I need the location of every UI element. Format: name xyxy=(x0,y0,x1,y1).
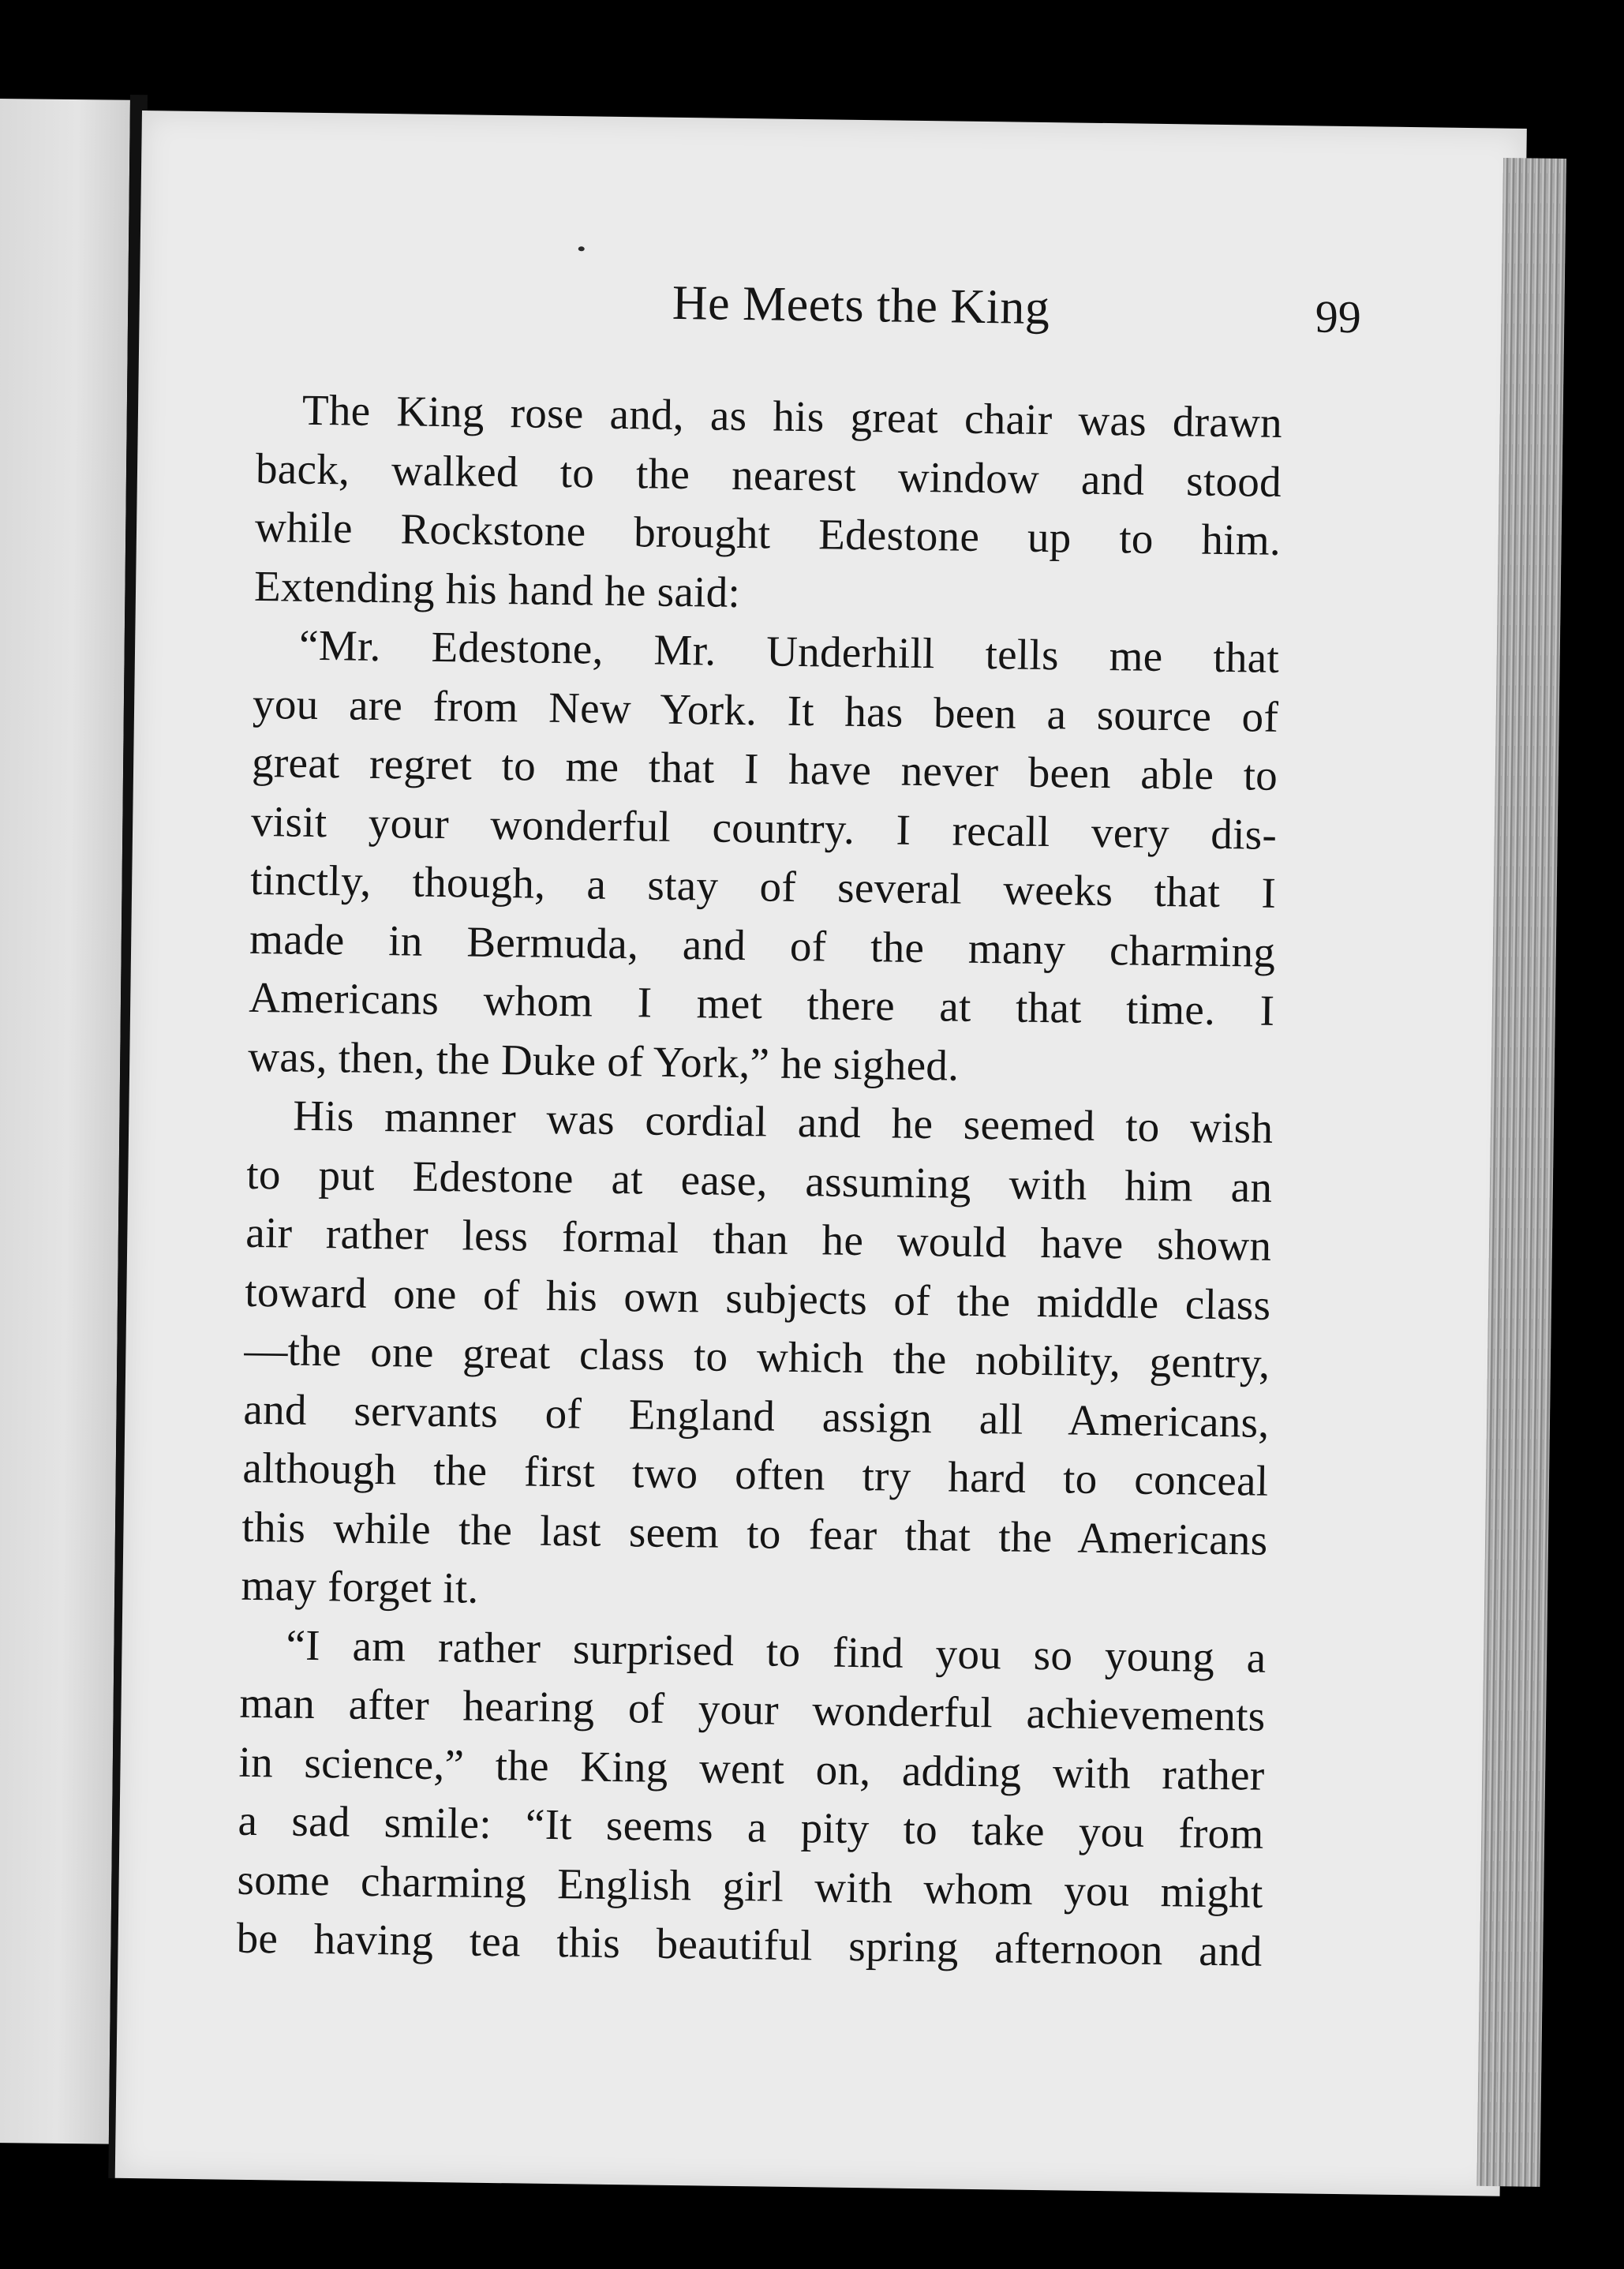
text-line: “I am rather surprised to find you so young a xyxy=(286,1620,1267,1682)
text-line: —the one great class to which the nobility, gentry, xyxy=(244,1325,1270,1387)
text-line: and servants of England assign all Americans, xyxy=(243,1384,1270,1447)
paragraph xyxy=(254,380,1283,629)
ink-speck xyxy=(578,246,585,251)
facing-page-edge xyxy=(0,99,130,2144)
text-line: visit your wonderful country. I recall very dis- xyxy=(250,796,1278,859)
text-line: to put Edestone at ease, assuming with him an xyxy=(245,1149,1273,1211)
text-line: tinctly, though, a stay of several weeks that I xyxy=(249,855,1277,917)
text-line: while Rockstone brought Edestone up to him. xyxy=(254,502,1282,564)
text-line: this while the last seem to fear that the Americans xyxy=(241,1502,1268,1564)
paragraph xyxy=(248,616,1280,1099)
text-line: Americans whom I met there at that time. I xyxy=(248,972,1275,1035)
running-title: He Meets the King xyxy=(672,275,1050,335)
text-line: air rather less formal than he would have shown xyxy=(245,1208,1272,1270)
text-line: made in Bermuda, and of the many charming xyxy=(249,914,1276,976)
page-header xyxy=(297,271,1386,356)
paragraph xyxy=(236,1615,1267,1981)
text-line: a sad smile: “It seems a pity to take you from xyxy=(238,1795,1264,1858)
text-line: you are from New York. It has been a source of xyxy=(252,679,1279,741)
text-line: some charming English girl with whom you might xyxy=(237,1855,1263,1917)
text-line: The King rose and, as his great chair was drawn xyxy=(301,385,1283,447)
book-page xyxy=(115,110,1527,2196)
text-line: may forget it. xyxy=(241,1560,479,1612)
text-line: be having tea this beautiful spring afternoon and xyxy=(236,1913,1263,1975)
text-line: was, then, the Duke of York,” he sighed. xyxy=(247,1032,960,1090)
text-line: man after hearing of your wonderful achievements xyxy=(239,1678,1266,1740)
text-line: great regret to me that I have never been able to xyxy=(251,737,1278,799)
text-line: in science,” the King went on, adding with rather xyxy=(238,1737,1265,1799)
page-number: 99 xyxy=(1315,290,1362,343)
text-line: Extending his hand he said: xyxy=(253,561,741,616)
text-line: back, walked to the nearest window and stood xyxy=(255,444,1282,506)
body-text xyxy=(236,380,1282,1981)
text-line: although the first two often try hard to conceal xyxy=(242,1443,1269,1505)
text-line: toward one of his own subjects of the middle class xyxy=(245,1267,1271,1329)
text-line: “Mr. Edestone, Mr. Underhill tells me that xyxy=(298,620,1280,682)
text-line: His manner was cordial and he seemed to wish xyxy=(292,1091,1274,1152)
paragraph xyxy=(241,1086,1274,1628)
